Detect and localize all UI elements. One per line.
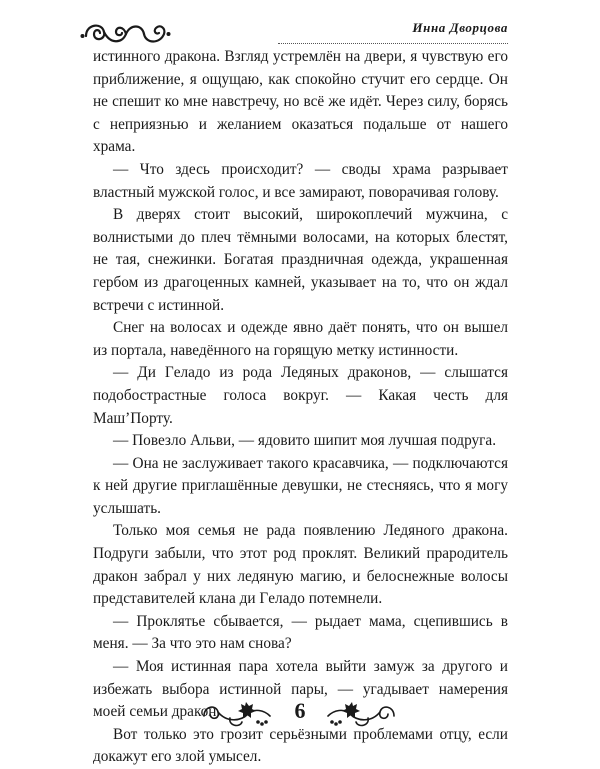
paragraph: Только моя семья не рада появлению Ледяного дракона. Подруги забыли, что этот род проклят. Великий прародитель дракон забрал у них ледяную магию, и белоснежные волосы представителей клана ди Гeладо потемнели. [93, 522, 508, 608]
paragraph: — Ди Гeладо из рода Ледяных драконов, — слышатся подобострастные голоса вокруг. — Какая честь для Маш’Порту. [93, 364, 508, 427]
paragraph: — Моя истинная пара хотела выйти замуж за другого и избежать выбора истинной пары, — угадывает намерения моей семьи дракон. [93, 658, 508, 721]
paragraph: — Она не заслуживает такого красавчика, — подключаются к ней другие приглашённые девушки, не стесняясь, что я могу услышать. [93, 454, 508, 517]
paragraph: истинного дракона. Взгляд устремлён на двери, я чувствую его приближение, я ощущаю, как спокойно стучит его сердце. Он не спешит ко мне навстречу, но всё же идёт. Через силу, борясь с неприязнью и желанием оказаться подальше от нашего храма. [93, 48, 508, 156]
paragraph: В дверях стоит высокий, широкоплечий мужчина, с волнистыми до плеч тёмными волосами, на которых блестят, не тая, снежинки. Богатая праздничная одежда, украшенная гербом из драгоценных камней, указывает на то, что он ждал встречи с истинной. [93, 206, 508, 314]
paragraph: — Что здесь происходит? — своды храма разрывает властный мужской голос, и все замирают, поворачивая голову. [93, 160, 508, 201]
page-number: 6 [294, 698, 306, 723]
floral-flourish-left-icon [200, 696, 276, 730]
paragraph: Вот только это грозит серьёзными проблемами отцу, если докажут его злой умысел. [93, 725, 508, 766]
paragraph: — Повезло Альви, — ядовито шипит моя лучшая подруга. [113, 432, 497, 450]
page-footer [0, 688, 600, 738]
paragraph: — Проклятье сбывается, — рыдает мама, сцепившись в меня. — За что это нам снова? [93, 612, 508, 653]
paragraph: Снег на волосах и одежде явно даёт понять, что он вышел из портала, наведённого на горящую метку истинности. [93, 319, 508, 359]
header-dotted-rule [278, 43, 508, 44]
body-text [93, 46, 508, 769]
author-name: Инна Дворцова [412, 20, 508, 35]
floral-flourish-right-icon [322, 696, 398, 730]
